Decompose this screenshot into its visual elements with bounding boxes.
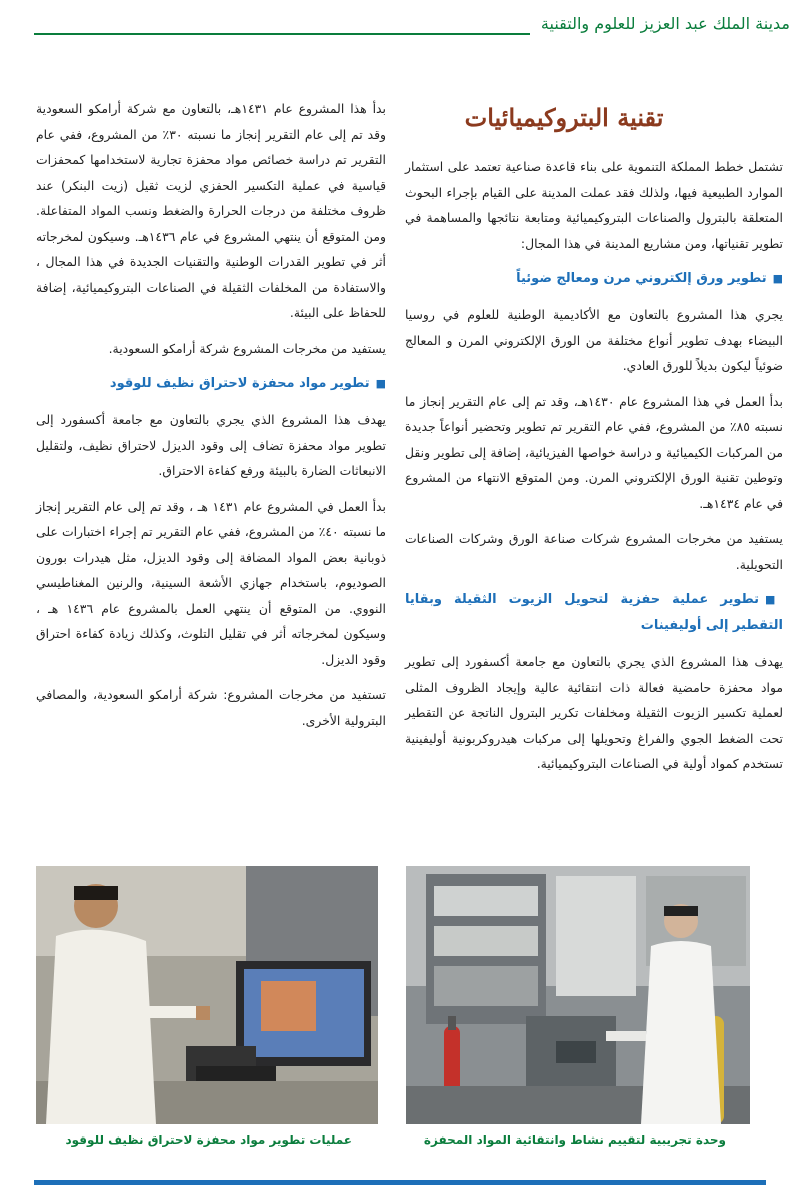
section-heading-e-paper xyxy=(405,266,783,292)
paragraph: تستفيد من مخرجات المشروع: شركة أرامكو السعودية، والمصافي البترولية الأخرى. xyxy=(36,687,386,728)
paragraph: بدأ العمل في هذا المشروع عام ١٤٣٠هـ، وقد تم إلى عام التقرير إنجاز ما نسبته ٨٥٪ من المشروع، ففي عام التقرير تم تطوير وتحضير أنواعاً جديدة من المركبات الكيميائية و دراسة خواصها الفيزيائية، إضافة إلى تطوير ونقل وتوطين تقنية الورق الإلكتروني المرن. ومن المتوقع الانتهاء من المشروع في عام ١٤٣٤هـ. xyxy=(405,393,784,511)
section-heading-heavy-oil xyxy=(405,587,783,639)
paragraph: بدأ العمل في المشروع عام ١٤٣١ هـ ، وقد تم إلى عام التقرير إنجاز ما نسبته ٤٠٪ من المشروع، ففي عام التقرير تم إجراء اختبارات على ذوبانية بعض المواد المضافة إلى وقود الديزل، مثل هيدرات بورون الصوديوم، باستخدام جهازي الأشعة السينية، والرنين المغناطيسي النووي. من المتوقع أن ينتهي العمل بالمشروع عام ١٤٣٦ هـ ، وسيكون لمخرجاته أثر في تقليل التلوث، وكذلك زيادة كفاءة احتراق وقود الديزل. xyxy=(36,498,386,667)
bullet-square-icon: ■ xyxy=(375,377,386,390)
photo-caption-right: وحدة تجريبية لتقييم نشاط وانتقائية المواد المحفزة xyxy=(423,1133,726,1147)
intro-paragraph: تشتمل خطط المملكة التنموية على بناء قاعدة صناعية تعتمد على استثمار الموارد الطبيعية فيها، ولذلك فقد عملت المدينة على القيام بإجراء البحوث المتعلقة بالبترول والصناعات البتروكيميائية ومتابعة نتائجها والمساهمة في تطوير تقنياتها، ومن مشاريع المدينة في هذا المجال: xyxy=(405,159,783,251)
footer-rule xyxy=(34,1180,766,1185)
paragraph: يهدف هذا المشروع الذي يجري بالتعاون مع جامعة أكسفورد إلى تطوير مواد محفزة حامضية فعالة ذات انتقائية عالية وإيجاد الظروف المثلى لعملية تكسير الزيوت الثقيلة ومخلفات تكرير البترول الناتجة عن التقطير تحت الضغط الجوي والفراغ وتحويلها إلى مركبات هيدروكربونية أوليفينية تستخدم كمواد أولية في الصناعات البتروكيميائية. xyxy=(405,654,783,771)
computer-lab-photo xyxy=(36,866,378,1124)
photo-caption-left: عمليات تطوير مواد محفزة لاحتراق نظيف للوقود xyxy=(65,1133,352,1147)
paragraph: يستفيد من مخرجات المشروع شركات صناعة الورق وشركات الصناعات التحويلية. xyxy=(405,531,783,572)
section-title-text: تطوير ورق إلكتروني مرن ومعالج ضوئياً xyxy=(516,271,767,286)
section-title-text: تطوير عملية حفزية لتحويل الزيوت الثقيلة وبقايا التقطير إلى أوليفينات xyxy=(405,592,783,633)
right-column xyxy=(405,96,783,787)
paragraph: بدأ هذا المشروع عام ١٤٣١هـ، بالتعاون مع شركة أرامكو السعودية وقد تم إلى عام التقرير إنجاز ما نسبته ٣٠٪ من المشروع، ففي عام التقرير تم دراسة خصائص مواد محفزة تجارية لاستخدامها كمحفزات قياسية في عملية التكسير الحفزي لزيت ثقيل (زيت البنكر) عند ظروف مختلفة من درجات الحرارة والضغط ونسب المواد المتفاعلة. ومن المتوقع أن ينتهي المشروع في عام ١٤٣٦هـ. وسيكون لمخرجاته أثر في تطوير القدرات الوطنية والتقنيات الجديدة في هذا المجال ، والاستفادة من المخلفات الثقيلة في الصناعات البتروكيميائية، إضافة للحفاظ على البيئة. xyxy=(36,101,386,320)
page-title: تقنية البتروكيميائيات xyxy=(464,103,664,132)
paragraph: يستفيد من مخرجات المشروع شركة أرامكو السعودية. xyxy=(108,340,386,356)
section-heading-clean-fuel xyxy=(36,371,386,397)
bullet-square-icon: ■ xyxy=(772,272,783,285)
lab-unit-photo xyxy=(406,866,750,1124)
header-title: مدينة الملك عبد العزيز للعلوم والتقنية xyxy=(540,14,790,33)
bullet-square-icon: ■ xyxy=(765,593,783,606)
header-rule xyxy=(34,33,530,35)
left-column xyxy=(36,96,386,743)
paragraph: يجري هذا المشروع بالتعاون مع الأكاديمية الوطنية للعلوم في روسيا البيضاء بهدف تطوير أنواع مختلفة من الورق الإلكتروني المرن و المعالج ضوئياً ليكون بديلاً للورق العادي. xyxy=(405,307,783,373)
section-title-text: تطوير مواد محفزة لاحتراق نظيف للوقود xyxy=(109,376,370,391)
paragraph: يهدف هذا المشروع الذي يجري بالتعاون مع جامعة أكسفورد إلى تطوير مواد محفزة تضاف إلى وقود الديزل لاحتراق نظيف، ولتقليل الانبعاثات الضارة بالبيئة ورفع كفاءة الاحتراق. xyxy=(36,412,386,478)
